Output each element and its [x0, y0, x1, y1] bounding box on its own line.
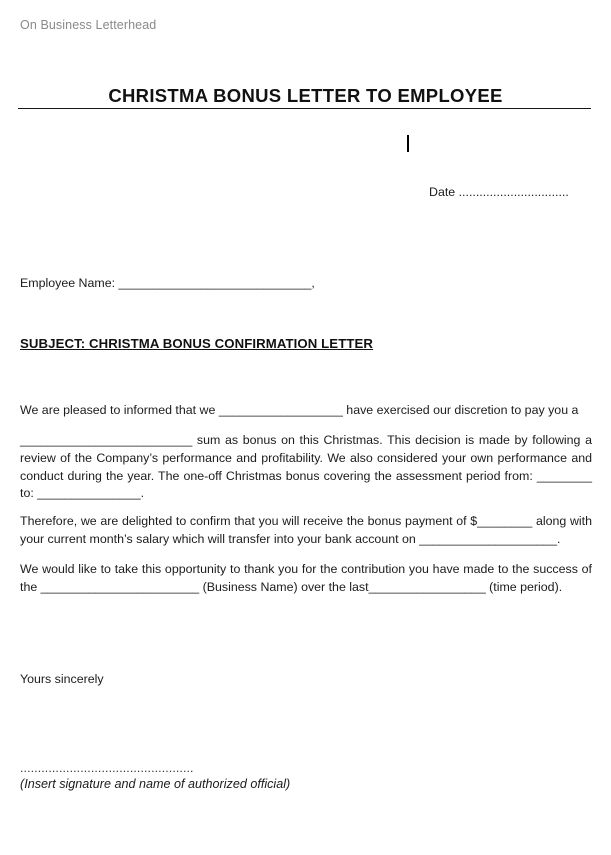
text-cursor [407, 135, 409, 152]
title-rule-divider [18, 108, 591, 109]
body-paragraph-1: We are pleased to informed that we __________________ have exercised our discretion to pay you a [20, 403, 579, 417]
signature-dotted-line: ................................................. [20, 761, 194, 775]
document-title: CHRISTMA BONUS LETTER TO EMPLOYEE [108, 85, 503, 106]
body-paragraph-4: We would like to take this opportunity to thank you for the contribution you have made to the success of the _______________________ (Business Name) over the last_________________ (time period). [20, 562, 592, 594]
body-paragraph-2: _________________________ sum as bonus on this Christmas. This decision is made by following a review of the Company’s performance and profitability. We also considered your own performance and conduct during the year. The one-off Christmas bonus covering the assessment period from: ________ to: _______________. [20, 433, 592, 501]
letterhead-note: On Business Letterhead [20, 18, 157, 32]
signature-instruction-note: (Insert signature and name of authorized official) [20, 777, 291, 791]
subject-heading: SUBJECT: CHRISTMA BONUS CONFIRMATION LETTER [20, 336, 374, 351]
body-paragraph-3: Therefore, we are delighted to confirm that you will receive the bonus payment of $________ along with your current month’s salary which will transfer into your bank account on ____________________. [20, 514, 592, 546]
closing-salutation: Yours sincerely [20, 672, 104, 686]
date-fill-line: Date ................................ [429, 185, 569, 199]
employee-name-fill-line: Employee Name: ____________________________, [20, 276, 315, 290]
